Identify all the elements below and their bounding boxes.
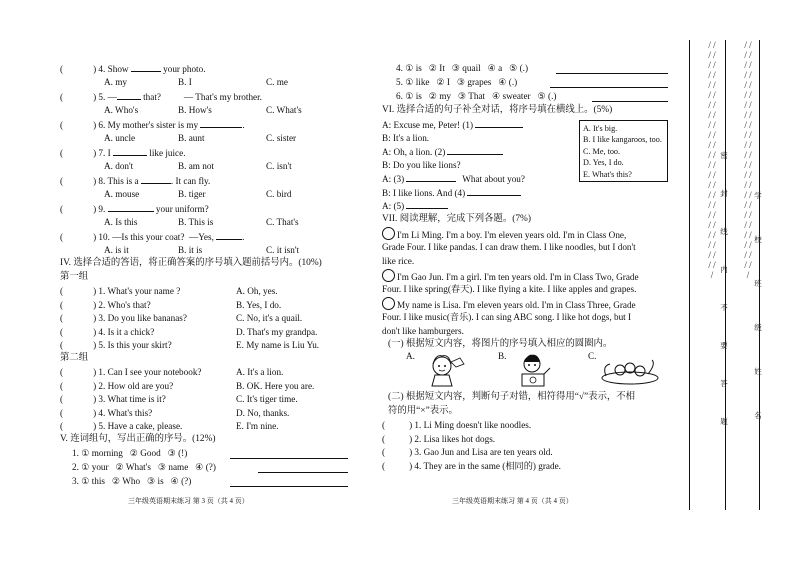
- passage-3-line-2: Four. I like music(音乐). I can sing ABC song. I like hot dogs, but I: [382, 312, 632, 322]
- question-text: 5. Is this your skirt?: [98, 340, 172, 350]
- option-b: B. am not: [178, 161, 214, 171]
- statement-text: 1. Li Ming doesn't like noodles.: [414, 420, 532, 430]
- question-text: 4. What's this?: [98, 407, 153, 418]
- section-6-title: VI. 选择合适的句子补全对话，将序号填在横线上。(5%): [382, 105, 613, 115]
- matching-question: ( ) 4. What's this?: [60, 407, 153, 418]
- option-b: B. aunt: [178, 133, 205, 143]
- option-a: A. is it: [104, 245, 129, 255]
- student-info-label: 级: [754, 323, 762, 332]
- dialog-text: B: Do you like lions?: [382, 159, 461, 170]
- option-a: A. my: [104, 77, 127, 87]
- option-c: C. That's: [266, 217, 299, 227]
- dialog-line: [382, 118, 523, 131]
- section-7-title: VII. 阅读理解，完成下列各题。(7%): [382, 214, 531, 224]
- part-1-title: (一) 根据短文内容，将图片的序号填入相应的圆圈内。: [388, 339, 613, 349]
- question-text: 3. Do you like bananas?: [98, 313, 187, 323]
- seal-line-label: 要: [720, 341, 728, 350]
- section-5-title: V. 连词组句，写出正确的序号。(12%): [60, 434, 216, 444]
- judge-statement: ( ) 2. Lisa likes hot dogs.: [382, 433, 496, 444]
- word-order-6: 6. ① is ② my ③ That ④ sweater ⑤ (.): [396, 91, 557, 101]
- mc-question-7: ( ) 7. I like juice.: [60, 148, 186, 158]
- margin-rule: [689, 40, 690, 510]
- matching-answer: A. Oh, yes.: [236, 286, 278, 296]
- statement-text: 3. Gao Jun and Lisa are ten years old.: [414, 447, 553, 457]
- matching-question: ( ) 3. Do you like bananas?: [60, 313, 187, 323]
- option-c: C. it isn't: [266, 245, 300, 255]
- answer-blank[interactable]: [141, 174, 171, 184]
- answer-blank[interactable]: [117, 90, 141, 100]
- dialog-text: A: (5): [382, 201, 405, 211]
- passage-3-line-3: don't like hamburgers.: [382, 326, 464, 336]
- matching-answer: D. That's my grandpa.: [236, 326, 318, 337]
- options-box: [579, 120, 668, 182]
- option-c: C. sister: [266, 133, 297, 143]
- option-b: B. it is: [178, 245, 203, 255]
- option-a: A. mouse: [104, 189, 140, 199]
- statement-text: 4. They are in the same (相同的) grade.: [414, 460, 561, 471]
- matching-answer: C. It's tiger time.: [236, 394, 298, 404]
- seal-line-label: 答: [720, 379, 728, 388]
- dialog-text: A: (3): [382, 174, 405, 184]
- dialog-option: C. Me, too.: [583, 146, 621, 156]
- dialog-text: What about you?: [462, 174, 525, 184]
- answer-line[interactable]: [550, 78, 668, 88]
- pic-label-a: A.: [406, 351, 415, 361]
- option-c: C. What's: [266, 105, 302, 115]
- passage-1-line-2: Grade Four. I like pandas. I can draw them. I like noodles, but I don't: [382, 242, 636, 252]
- margin-rule: [759, 40, 760, 510]
- passage-2-line-1: I'm Gao Jun. I'm a girl. I'm ten years old. I'm in Class Two, Grade: [382, 269, 639, 283]
- dialog-line: [382, 186, 521, 199]
- matching-answer: C. No, it's a quail.: [236, 313, 303, 323]
- option-c: C. isn't: [266, 161, 292, 171]
- dialog-text: A: Excuse me, Peter! (1): [382, 120, 474, 130]
- word-order-3: 3. ① this ② Who ③ is ④ (?): [72, 476, 192, 486]
- judge-statement: ( ) 4. They are in the same (相同的) grade.: [382, 460, 561, 471]
- dash-column: / / / / / / / / / / / / / / / / / / / / / / / / / / / / / / / / / / / / / / / / / / / / / / /: [744, 40, 752, 280]
- seal-line-label: 题: [720, 417, 728, 426]
- answer-blank[interactable]: [108, 202, 154, 212]
- answer-blank[interactable]: [200, 118, 242, 128]
- dialog-line: [382, 159, 461, 171]
- pic-label-b: B.: [498, 351, 507, 361]
- part-2-title: (二) 根据短文内容，判断句子对错，相符得用“√”表示，不相: [388, 392, 636, 402]
- mc-question-5: ( ) 5. — that? — That's my brother.: [60, 92, 262, 102]
- seal-line-label: 密: [720, 151, 728, 160]
- girl-kite-picture: [424, 352, 468, 388]
- answer-line[interactable]: [230, 477, 348, 487]
- question-text: 4. Is it a chick?: [98, 326, 155, 337]
- answer-blank[interactable]: [467, 186, 521, 196]
- option-c: C. me: [266, 77, 288, 87]
- matching-question: ( ) 3. What time is it?: [60, 394, 166, 404]
- boy-drawing-picture: [514, 352, 554, 388]
- option-a: A. don't: [104, 161, 134, 171]
- option-c: C. bird: [266, 189, 292, 199]
- student-info-label: 班: [754, 279, 762, 288]
- matching-question: ( ) 2. How old are you?: [60, 380, 174, 391]
- seal-line-label: 线: [720, 227, 728, 236]
- word-order-5: 5. ① like ② I ③ grapes ④ (.): [396, 77, 518, 87]
- student-info-label: 学: [754, 191, 762, 200]
- dialog-option: A. It's big.: [583, 124, 618, 133]
- dialog-option: D. Yes, I do.: [583, 158, 624, 168]
- question-text: 2. Who's that?: [98, 299, 151, 310]
- dialog-option: B. I like kangaroos, too.: [583, 135, 662, 145]
- matching-answer: B. Yes, I do.: [236, 299, 282, 310]
- dialog-option: E. What's this?: [583, 169, 632, 179]
- part-2-title-2: 符的用“×”表示。: [388, 406, 458, 416]
- word-order-1: 1. ① morning ② Good ③ (!): [72, 448, 188, 458]
- matching-question: ( ) 1. What's your name ?: [60, 286, 181, 296]
- margin-rule: [725, 40, 726, 510]
- page-footer: 三年级英语期末练习 第 4 页（共 4 页）: [452, 497, 573, 505]
- word-order-2: 2. ① your ② What's ③ name ④ (?): [72, 462, 216, 472]
- answer-blank[interactable]: [131, 62, 161, 72]
- option-a: A. Is this: [104, 217, 138, 227]
- dialog-line: [382, 132, 429, 144]
- mc-question-9: ( ) 9. your uniform?: [60, 204, 209, 214]
- matching-question: ( ) 2. Who's that?: [60, 299, 151, 310]
- food-picture: [598, 352, 662, 388]
- option-b: B. tiger: [178, 189, 206, 199]
- answer-line[interactable]: [556, 64, 668, 74]
- passage-3-line-1: My name is Lisa. I'm eleven years old. I'm in Class Three, Grade: [382, 297, 636, 311]
- student-info-label: 名: [754, 411, 762, 420]
- matching-question: ( ) 1. Can I see your notebook?: [60, 367, 202, 377]
- statement-text: 2. Lisa likes hot dogs.: [414, 433, 496, 444]
- passage-1-line-3: like rice.: [382, 256, 415, 266]
- answer-blank[interactable]: [406, 199, 448, 209]
- option-b: B. This is: [178, 217, 214, 227]
- matching-answer: E. I'm nine.: [236, 421, 279, 431]
- question-text: 2. How old are you?: [98, 380, 174, 391]
- passage-2-line-2: Four. I like spring(春天). I like flying a kite. I like apples and grapes.: [382, 284, 637, 294]
- pic-label-c: C.: [588, 351, 597, 361]
- mc-question-4: ( ) 4. Show your photo.: [60, 64, 206, 74]
- dialog-text: B: It's a lion.: [382, 132, 430, 143]
- answer-circle[interactable]: [382, 297, 395, 310]
- answer-line[interactable]: [230, 449, 348, 459]
- matching-answer: D. No, thanks.: [236, 407, 290, 418]
- section-4-title: IV. 选择合适的答语，将正确答案的序号填入题前括号内。(10%): [60, 258, 322, 268]
- judge-statement: ( ) 3. Gao Jun and Lisa are ten years old.: [382, 447, 553, 457]
- judge-statement: ( ) 1. Li Ming doesn't like noodles.: [382, 420, 532, 430]
- word-order-4: 4. ① is ② It ③ quail ④ a ⑤ (.): [396, 63, 529, 73]
- dialog-line: [382, 172, 525, 185]
- dash-column: / / / / / / / / / / / / / / / / / / / / / / / / / / / / / / / / / / / / / / / / / / / / / / /: [708, 40, 716, 280]
- answer-blank[interactable]: [475, 118, 523, 128]
- student-info-label: 姓: [754, 367, 762, 376]
- dialog-text: B: I like lions. And (4): [382, 187, 466, 198]
- answer-circle[interactable]: [382, 227, 395, 240]
- matching-question: ( ) 5. Is this your skirt?: [60, 340, 172, 350]
- answer-line[interactable]: [592, 92, 668, 102]
- matching-answer: B. OK. Here you are.: [236, 380, 315, 391]
- answer-circle[interactable]: [382, 269, 395, 282]
- matching-question: ( ) 5. Have a cake, please.: [60, 421, 183, 431]
- question-text: 5. Have a cake, please.: [98, 421, 183, 431]
- option-a: A. uncle: [104, 133, 136, 143]
- student-info-label: 校: [754, 235, 762, 244]
- binding-margin: [685, 40, 775, 510]
- question-text: 1. Can I see your notebook?: [98, 367, 202, 377]
- group-1-title: 第一组: [60, 272, 89, 282]
- question-text: 3. What time is it?: [98, 394, 166, 404]
- option-b: B. How's: [178, 105, 212, 115]
- answer-line[interactable]: [258, 463, 348, 473]
- option-b: B. I: [178, 77, 192, 87]
- mc-question-8: ( ) 8. This is a . It can fly.: [60, 176, 211, 186]
- answer-blank[interactable]: [447, 145, 503, 155]
- answer-blank[interactable]: [216, 230, 242, 240]
- seal-line-label: 内: [720, 265, 728, 274]
- matching-question: ( ) 4. Is it a chick?: [60, 326, 155, 337]
- matching-answer: A. It's a lion.: [236, 367, 284, 377]
- dialog-text: A: Oh, a lion. (2): [382, 147, 446, 157]
- question-text: 1. What's your name ?: [98, 286, 181, 296]
- answer-blank[interactable]: [406, 172, 456, 182]
- answer-blank[interactable]: [113, 146, 147, 156]
- matching-answer: E. My name is Liu Yu.: [236, 340, 320, 350]
- dialog-line: [382, 145, 503, 158]
- seal-line-label: 不: [720, 303, 728, 312]
- page-footer: 三年级英语期末练习 第 3 页（共 4 页）: [128, 497, 249, 505]
- option-a: A. Who's: [104, 105, 139, 115]
- dialog-line: [382, 199, 448, 212]
- mc-question-6: ( ) 6. My mother's sister is my .: [60, 120, 245, 130]
- passage-1-line-1: I'm Li Ming. I'm a boy. I'm eleven years old. I'm in Class One,: [382, 227, 626, 241]
- seal-line-label: 封: [720, 189, 728, 198]
- group-2-title: 第二组: [60, 353, 89, 363]
- mc-question-10: ( ) 10. —Is this your coat? —Yes, .: [60, 232, 245, 242]
